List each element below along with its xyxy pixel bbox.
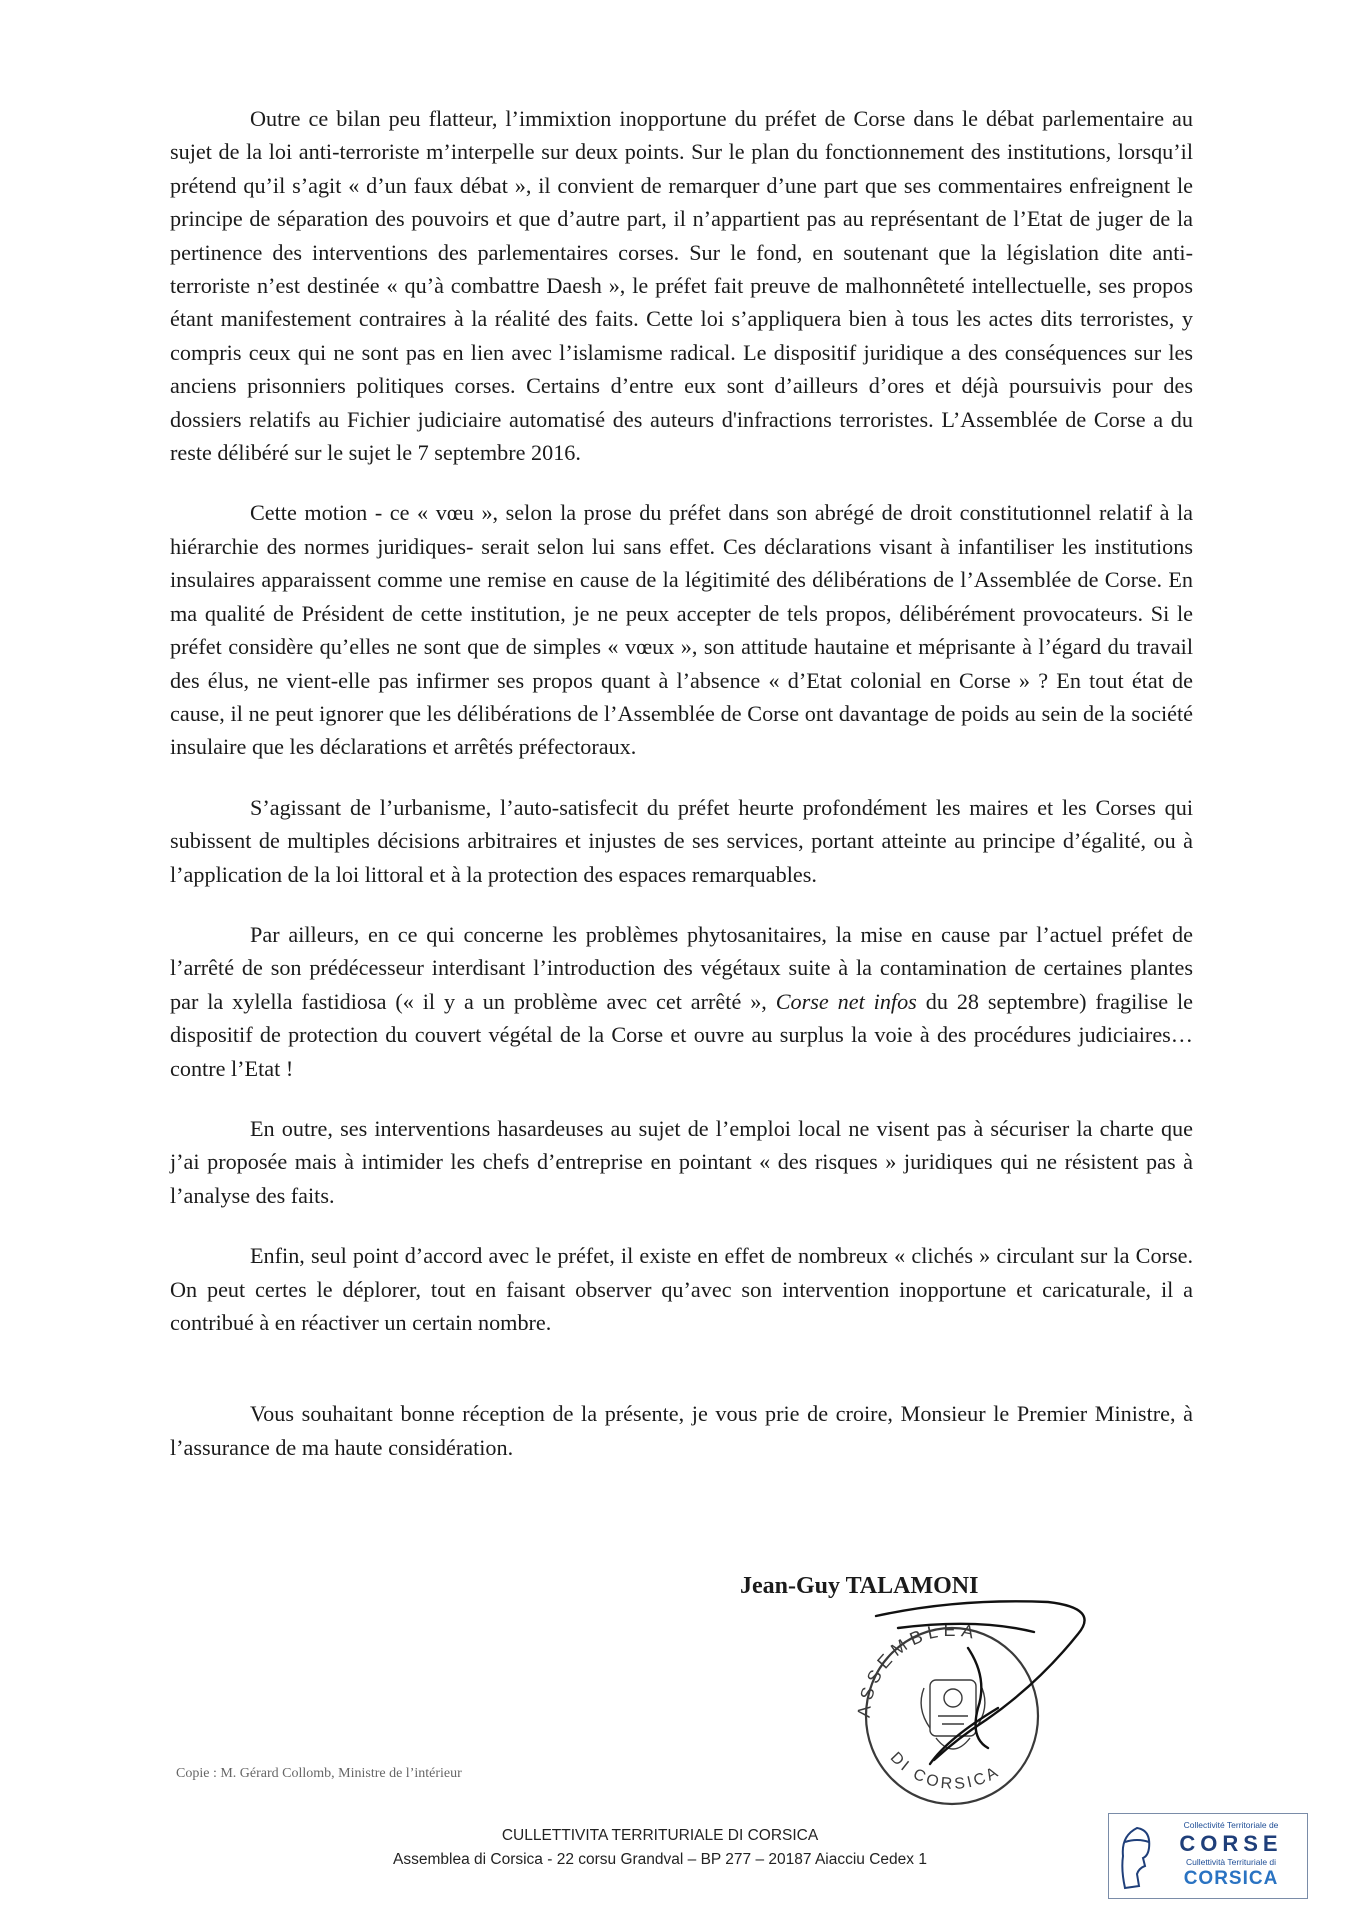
copy-recipient: Copie : M. Gérard Collomb, Ministre de l’intérieur (176, 1766, 462, 1781)
paragraph: En outre, ses interventions hasardeuses au sujet de l’emploi local ne visent pas à sécuriser la charte que j’ai proposée mais à intimider les chefs d’entreprise en pointant « des risques » juridiques qui ne résistent pas à l’analyse des faits. (170, 1115, 1193, 1208)
handwritten-signature (876, 1601, 1085, 1764)
footer-address-detail: - 22 corsu Grandval – BP 277 – 20187 Aiacciu Cedex 1 (542, 1851, 927, 1868)
paragraph: Cette motion - ce « vœu », selon la prose du préfet dans son abrégé de droit constitutionnel relatif à la hiérarchie des normes juridiques- serait selon lui sans effet. Ces déclarations visant à infantiliser les institutions insulaires apparaissent comme une remise en cause de la légitimité des délibérations de l’Assemblée de Corse. En ma qualité de Président de cette institution, je ne peux accepter de tels propos, délibérément provocateurs. Si le préfet considère qu’elles ne sont que de simples « vœux », son attitude hautaine et méprisante à l’égard du travail des élus, ne vient-elle pas infirmer ses propos quant à l’absence « d’Etat colonial en Corse » ? En tout état de cause, il ne peut ignorer que les délibérations de l’Assemblée de Corse ont davantage de poids au sein de la société insulaire que les déclarations et arrêtés préfectoraux. (170, 500, 1193, 760)
paragraph-text: Par ailleurs, en ce qui concerne les problèmes phytosanitaires, la mise en cause par l’actuel préfet de l’arrêté de son prédécesseur interdisant l’introduction des végétaux suite à la contamination de certaines plantes par la xylella fastidiosa (« il y a un problème avec cet arrêté », (170, 921, 1193, 1014)
newspaper-title: Corse net infos (775, 988, 917, 1014)
paragraph-text: du 28 septembre) fragilise le dispositif de protection du couvert végétal de la Corse et ouvre au surplus la voie à des procédures judiciaires… contre l’Etat ! (170, 988, 1193, 1081)
logo-line-2: CORSE (1179, 1831, 1283, 1856)
paragraph (170, 918, 1193, 1085)
footer-organization: CULLETTIVITA TERRITURIALE DI CORSICA (501, 1827, 819, 1844)
footer-address (300, 1848, 1020, 1872)
logo-line-1: Collectivité Territoriale de (1183, 1820, 1279, 1830)
signatory-name: Jean-Guy TALAMONI (740, 1573, 979, 1599)
footer-address-name: Assemblea di Corsica (393, 1851, 543, 1868)
paragraph: Enfin, seul point d’accord avec le préfet, il existe en effet de nombreux « clichés » circulant sur la Corse. On peut certes le déplorer, tout en faisant observer qu’avec son intervention inopportune et caricaturale, il a contribué à en réactiver un certain nombre. (170, 1243, 1193, 1335)
closing-formula: Vous souhaitant bonne réception de la présente, je vous prie de croire, Monsieur le Premier Ministre, à l’assurance de ma haute considération. (170, 1401, 1193, 1460)
logo-line-3: Cullettività Territuriale di (1185, 1857, 1277, 1867)
letter-body (170, 102, 1193, 1491)
moor-head-icon (1115, 1822, 1155, 1892)
letterhead-footer (300, 1824, 1020, 1872)
stamp-text-top: ASSEMBLEA (853, 1620, 981, 1719)
paragraph: S’agissant de l’urbanisme, l’auto-satisfecit du préfet heurte profondément les maires et les Corses qui subissent de multiples décisions arbitraires et injustes de ses services, portant atteinte au principe d’égalité, ou à l’application de la loi littoral et à la protection des espaces remarquables. (170, 794, 1193, 887)
stamp-text-bottom: DI CORSICA (886, 1749, 1004, 1794)
official-stamp-with-signature (838, 1588, 1108, 1818)
corse-logo (1108, 1813, 1308, 1899)
logo-line-4: CORSICA (1183, 1868, 1279, 1889)
paragraph: Outre ce bilan peu flatteur, l’immixtion inopportune du préfet de Corse dans le débat parlementaire au sujet de la loi anti-terroriste m’interpelle sur deux points. Sur le plan du fonctionnement des institutions, lorsqu’il prétend qu’il s’agit « d’un faux débat », il convient de remarquer d’une part que ses commentaires enfreignent le principe de séparation des pouvoirs et que d’autre part, il n’appartient pas au représentant de l’Etat de juger de la pertinence des interventions des parlementaires corses. Sur le fond, en soutenant que la législation dite anti-terroriste n’est destinée « qu’à combattre Daesh », le préfet fait preuve de malhonnêteté intellectuelle, ses propos étant manifestement contraires à la réalité des faits. Cette loi s’appliquera bien à tous les actes dits terroristes, y compris ceux qui ne sont pas en lien avec l’islamisme radical. Le dispositif juridique a des conséquences sur les anciens prisonniers politiques corses. Certains d’entre eux sont d’ailleurs d’ores et déjà poursuivis pour des dossiers relatifs au Fichier judiciaire automatisé des auteurs d'infractions terroristes. L’Assemblée de Corse a du reste délibéré sur le sujet le 7 septembre 2016. (170, 106, 1193, 466)
